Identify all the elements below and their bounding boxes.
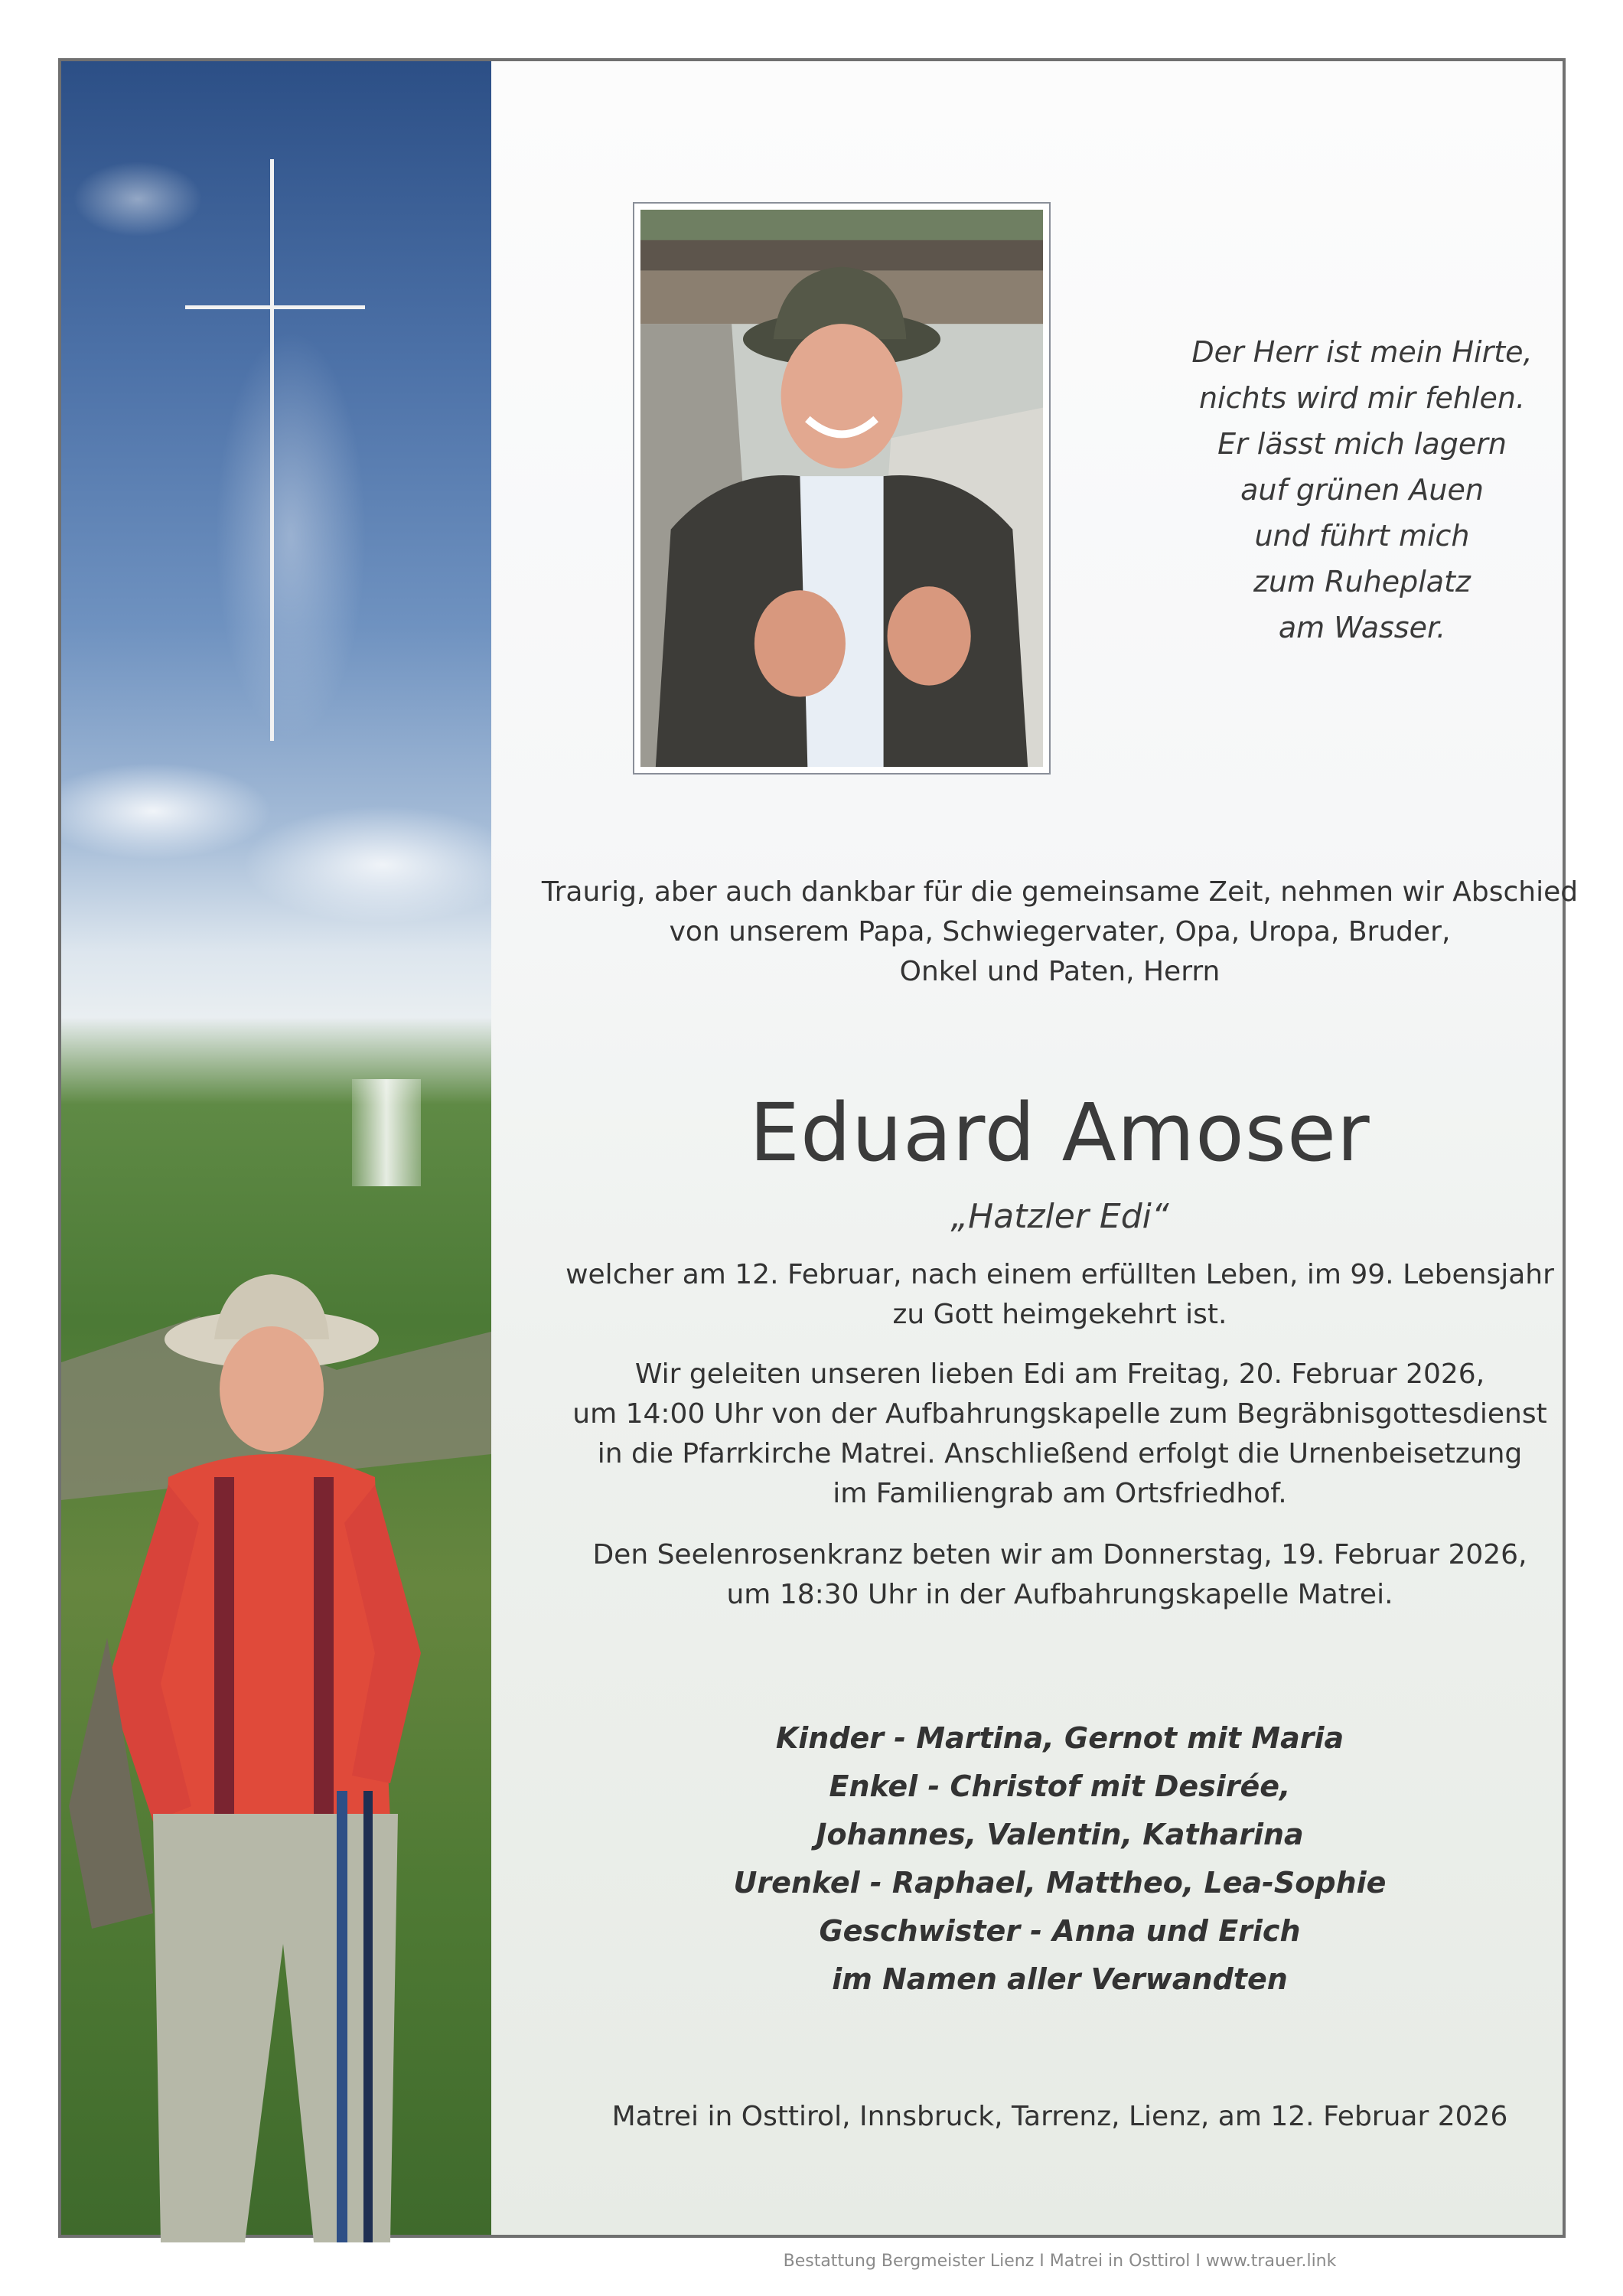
death-notice-line: zu Gott heimgekehrt ist.: [892, 1299, 1227, 1330]
intro-text: [505, 872, 1615, 992]
intro-line: von unserem Papa, Schwiegervater, Opa, Uropa, Bruder,: [669, 916, 1451, 947]
family-line: im Namen aller Verwandten: [832, 1962, 1288, 1996]
family-line: Urenkel - Raphael, Mattheo, Lea-Sophie: [733, 1866, 1387, 1900]
hiker-photo: [61, 1255, 491, 2242]
psalm-line: und führt mich: [1254, 519, 1470, 553]
deceased-nickname: „Hatzler Edi“: [950, 1197, 1169, 1236]
funeral-line: in die Pfarrkirche Matrei. Anschließend erfolgt die Urnenbeisetzung: [597, 1438, 1523, 1469]
psalm-line: Der Herr ist mein Hirte,: [1191, 335, 1533, 369]
family-line: Enkel - Christof mit Desirée,: [829, 1769, 1291, 1803]
deceased-name: Eduard Amoser: [749, 1086, 1370, 1179]
side-photo-strip: [61, 61, 491, 2235]
obituary-card: [58, 58, 1579, 2271]
funeral-line: Wir geleiten unseren lieben Edi am Freitag, 20. Februar 2026,: [634, 1358, 1485, 1390]
funeral-line: um 14:00 Uhr von der Aufbahrungskapelle zum Begräbnisgottesdienst: [572, 1398, 1547, 1430]
waterfall-image: [352, 1079, 421, 1186]
psalm-quote: [1133, 329, 1592, 651]
footer-credit: Bestattung Bergmeister Lienz I Matrei in Osttirol I www.trauer.link: [783, 2252, 1337, 2271]
family-line: Geschwister - Anna und Erich: [819, 1914, 1301, 1948]
cross-icon-horizontal: [185, 305, 365, 309]
portrait-photo: [640, 210, 1043, 767]
psalm-line: Er lässt mich lagern: [1217, 427, 1507, 461]
intro-line: Onkel und Paten, Herrn: [899, 956, 1221, 987]
intro-line: Traurig, aber auch dankbar für die gemeinsame Zeit, nehmen wir Abschied: [541, 876, 1579, 908]
family-line: Johannes, Valentin, Katharina: [816, 1818, 1304, 1851]
psalm-line: auf grünen Auen: [1240, 473, 1484, 507]
funeral-text: [505, 1355, 1615, 1514]
place-date: Matrei in Osttirol, Innsbruck, Tarrenz, Lienz, am 12. Februar 2026: [611, 2101, 1508, 2132]
death-notice-text: [505, 1255, 1615, 1335]
cross-icon-vertical: [270, 159, 274, 741]
psalm-line: nichts wird mir fehlen.: [1198, 381, 1526, 415]
psalm-line: am Wasser.: [1278, 611, 1446, 644]
psalm-line: zum Ruheplatz: [1253, 565, 1471, 598]
rosary-line: Den Seelenrosenkranz beten wir am Donnerstag, 19. Februar 2026,: [592, 1539, 1527, 1570]
portrait-photo-frame: [633, 202, 1051, 775]
rosary-line: um 18:30 Uhr in der Aufbahrungskapelle Matrei.: [726, 1579, 1393, 1610]
family-line: Kinder - Martina, Gernot mit Maria: [775, 1721, 1344, 1755]
funeral-line: im Familiengrab am Ortsfriedhof.: [833, 1478, 1287, 1509]
family-list: [505, 1714, 1615, 2004]
death-notice-line: welcher am 12. Februar, nach einem erfüllten Leben, im 99. Lebensjahr: [565, 1259, 1554, 1290]
rosary-text: [505, 1535, 1615, 1615]
